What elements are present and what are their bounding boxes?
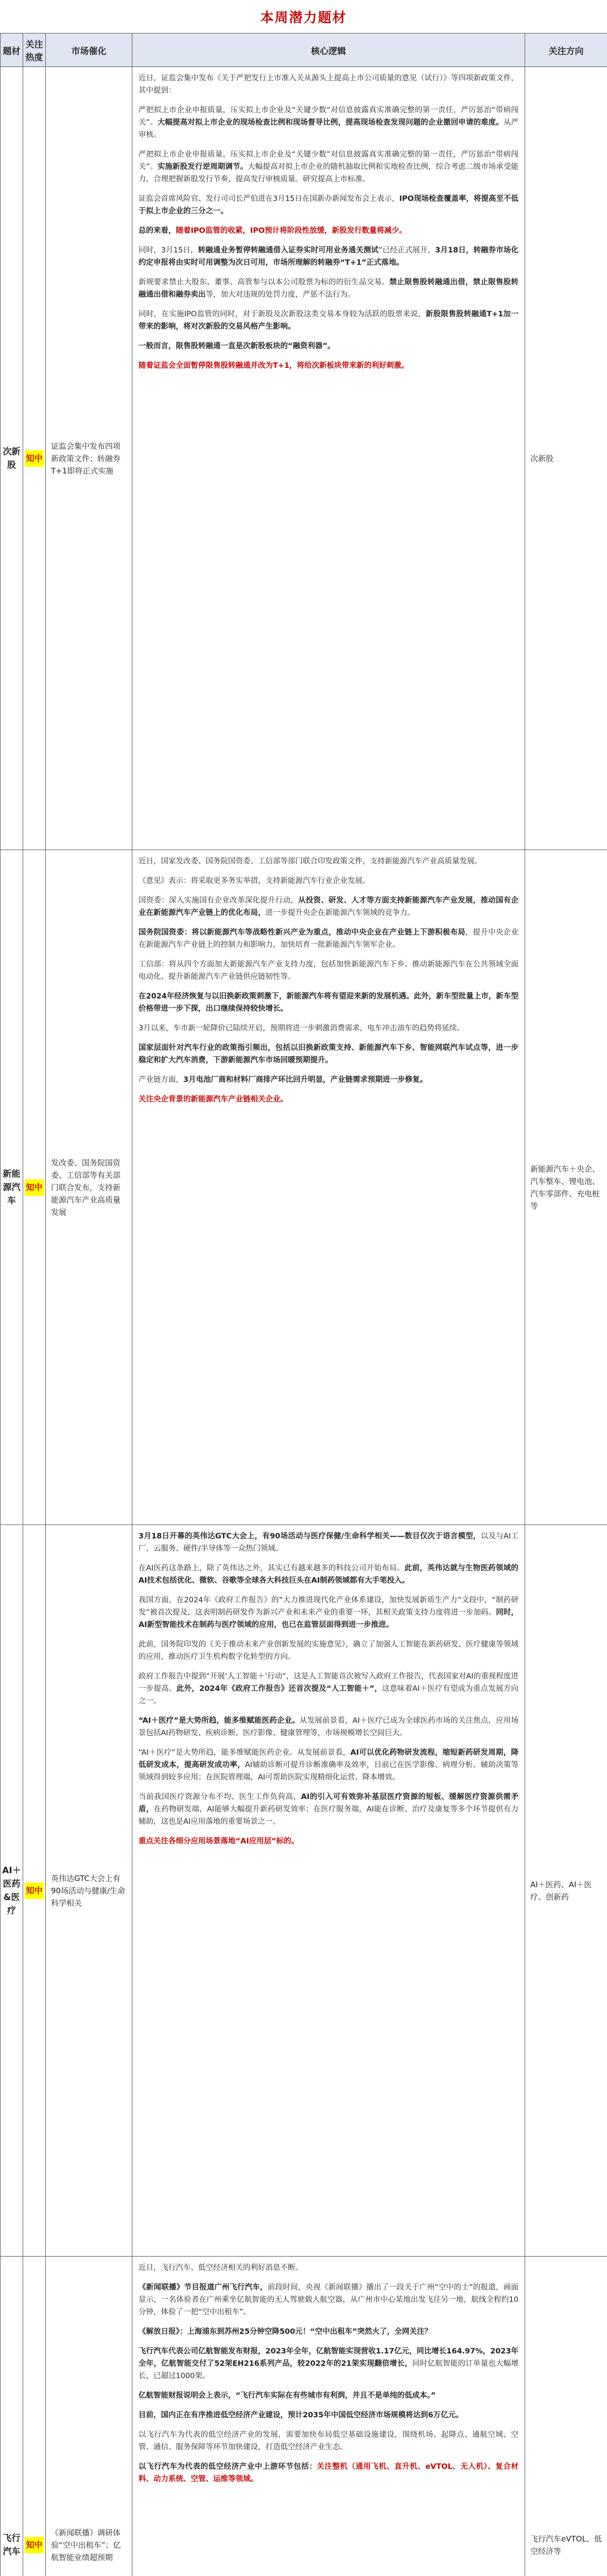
heat-badge: 知中 xyxy=(25,2537,43,2553)
logic-text: 从发展前景看，AI＋医疗已成为全球医药市场的关注焦点，应用场景包括AI药物研发、疾病诊断、医疗影像、健康管理等，市场规模增长空间巨大。 xyxy=(138,1717,518,1737)
row-category: 证监会集中发布四项新政策文件；转融券T+1即将正式实施 xyxy=(46,67,132,850)
row-focus: 次新股 xyxy=(525,67,607,850)
logic-text: 证监会首席风险官、发行司司长严伯进在3月15日在国新办新闻发布会上表示， xyxy=(138,195,400,203)
logic-text: 严把拟上市企业申报质量，压实拟上市企业及“关键少数”对信息披露真实准确完整的第一责任，严厉惩治“带病闯关”。 xyxy=(138,106,518,127)
logic-paragraph xyxy=(138,1835,518,1848)
table-header-row xyxy=(1,33,607,67)
row-theme: 新能源汽车 xyxy=(1,850,23,1525)
logic-paragraph xyxy=(138,244,518,269)
logic-paragraph xyxy=(138,1093,518,1106)
logic-paragraph xyxy=(138,2326,518,2338)
logic-paragraph xyxy=(138,2281,518,2318)
logic-text: 关注整机（通用飞机、直升机、eVTOL、无人机）、复合材料、动力系统、空管、运维等领域。 xyxy=(138,2463,519,2483)
logic-text: 转融通业务暂停转融通借入证券实时可用业务通关测试 xyxy=(198,246,379,255)
logic-text: 3月18日开幕的英伟达GTC大会上，有90场活动与医疗保健/生命科学相关——数目仅次于语言模型， xyxy=(138,1532,481,1540)
logic-text: 飞行汽车代表公司亿航智能发布财报，2023年全年，亿航智能实现营收1.17亿元，同比增长164.97%，2023年全年，亿航智能交付了52架EH216系列产品，较2022年的21架实现翻倍增长， xyxy=(138,2347,518,2368)
logic-text: 近日，证监会集中发布《关于严把发行上市准入关从源头上提高上市公司质量的意见（试行）》等四项新政策文件，其中提到： xyxy=(138,74,518,95)
logic-paragraph xyxy=(138,1670,518,1707)
logic-text: 同时，在实施IPO监管的同时，对于新股及次新股这类交易本身较为活跃的股票来说， xyxy=(138,310,426,318)
logic-text: 以飞行汽车为代表的低空经济产业的发展，需要加快布局低空基础设施建设，围绕机场、起降点、通航空域、空管、通信、服务保障等环节加快建设，打造低空经济产业生态。 xyxy=(138,2431,518,2451)
header-focus: 关注方向 xyxy=(525,33,607,67)
header-heat: 关注热度 xyxy=(23,33,46,67)
row-heat-cell xyxy=(23,67,46,850)
logic-paragraph xyxy=(138,1562,518,1587)
logic-paragraph xyxy=(138,276,518,301)
logic-paragraph xyxy=(138,1715,518,1739)
logic-paragraph xyxy=(138,926,518,951)
logic-text: 预计2035年中国低空经济市场规模将达到6万亿元。 xyxy=(288,2411,463,2419)
row-logic xyxy=(132,67,525,850)
logic-text: “飞行汽车实际在有些城市有利润，并且不是单纯的低成本。” xyxy=(235,2392,436,2400)
logic-text: 这意味着AI＋医疗有望成为重点发展方向之一。 xyxy=(138,1685,519,1705)
logic-paragraph xyxy=(138,2389,518,2402)
logic-text: 国务院国资委：将以新能源汽车等战略性新兴产业为重点， xyxy=(138,928,336,937)
row-logic xyxy=(132,1525,525,2257)
logic-text: 新车型批量上市，新车型价格带进一步下探，出口继续保持较快增长。 xyxy=(138,992,518,1013)
logic-paragraph xyxy=(138,875,518,887)
logic-text: 随着证监会全面暂停限售股转融通并改为T+1，将给次新板块带来新的利好刺激。 xyxy=(138,362,409,370)
logic-text: 智能网联汽车试点等，进一步稳定和扩大汽车消费，下游新能源汽车市场回暖预期提升。 xyxy=(138,1044,519,1064)
logic-paragraph xyxy=(138,1042,518,1066)
logic-text: 实施新股发行逆周期调节。 xyxy=(157,163,248,171)
logic-text: 总的来看， xyxy=(138,227,176,235)
logic-text: 此外，2024年《政府工作报告》还首次提及“人工智能＋”， xyxy=(176,1685,383,1693)
logic-paragraph xyxy=(138,855,518,868)
logic-text: “AI＋医疗”是大势所趋，能多维赋能医药企业。从发展前景看， xyxy=(138,1749,351,1757)
logic-paragraph xyxy=(138,1074,518,1086)
logic-text: 工信部：将从四个方面加大新能源汽车产业支持力度，包括加快新能源汽车下乡、推动新能源汽车在公共领域全面电动化、提升新能源汽车产业链供应链韧性等。 xyxy=(138,960,518,981)
row-focus: 新能源汽车＋央企、汽车整车、锂电池、汽车零部件、充电桩等 xyxy=(525,850,607,1525)
logic-paragraph xyxy=(138,1022,518,1035)
table-row xyxy=(1,850,607,1525)
logic-text: 前段时间，央视《新闻联播》播出了一段关于广州“空中的士”的报道，画面显示，一名体验者在广州乘坐亿航智能的无人驾驶载人航空器，从广州市中心某地出发飞往另一地，航线全程约10分钟，体验了一把“空中出租车”。 xyxy=(138,2283,519,2316)
logic-paragraph xyxy=(138,193,518,217)
header-category: 市场催化 xyxy=(46,33,132,67)
logic-text: 关注央企背景的新能源汽车产业链相关企业。 xyxy=(138,1095,288,1104)
logic-text: 3月18日，转融券市场化约定申报将由实时可用调整为次日可用，市场所理解的转融券“T+1”正式落地。 xyxy=(138,246,518,267)
logic-text: 当前我国医疗资源分布不均、医生工作负荷高， xyxy=(138,1793,301,1801)
table-row xyxy=(1,2257,607,2576)
logic-text: ”已经正式展开， xyxy=(378,246,436,255)
logic-text: IPO现场检查覆盖率，将提高至不低于拟上市企业的三分之一。 xyxy=(138,195,518,215)
row-heat-cell xyxy=(23,2257,46,2576)
logic-text: ，提升中央企业在新能源汽车产业链上的控制力和影响力，加快培育一批新能源汽车领军企业。 xyxy=(138,928,519,949)
row-heat-cell xyxy=(23,1525,46,2257)
logic-text: 以及与AI工厂、云服务、硬件/半导体等一众热门领域。 xyxy=(138,1532,518,1553)
row-category: 英伟达GTC大会上有90场活动与健康/生命科学相关 xyxy=(46,1525,132,2257)
logic-text: 从严审核。 xyxy=(138,118,519,139)
table-row xyxy=(1,67,607,850)
logic-text: “AI＋医疗”是大势所趋，能多维赋能医药企业。 xyxy=(138,1717,300,1725)
logic-text: 严把拟上市企业申报质量，压实拟上市企业及“关键少数”对信息披露真实准确完整的第一责任，严厉惩治“带病闯关”。 xyxy=(138,150,518,171)
logic-text: 同时，AI新型智能技术在制药与医疗领域的应用，也已在监管层面得到进一步推进。 xyxy=(138,1608,519,1629)
logic-paragraph xyxy=(138,1747,518,1784)
logic-paragraph xyxy=(138,894,518,919)
logic-paragraph xyxy=(138,2345,518,2382)
logic-text: AI的引入可有效弥补基层医疗资源的短板、缓解医疗资源供需矛盾， xyxy=(138,1793,518,1814)
logic-paragraph xyxy=(138,958,518,983)
table-body xyxy=(1,67,607,2576)
logic-text: 3月以来，车市新一轮降价已陆续开启，预期将进一步刺激消费需求，电车冲击油车的趋势将延续。 xyxy=(138,1024,464,1032)
logic-text: 等，加大对违规的处罚力度，严惩不法行为。 xyxy=(205,291,355,299)
logic-text: 政府工作报告中提到“开展‘人工智能＋’行动”，这是人工智能首次被写入政府工作报告，代表国家对AI的重视程度进一步提高。 xyxy=(138,1672,518,1693)
logic-text: 3月电池厂商和材料厂商排产环比回升明显，产业链需求预期进一步修复。 xyxy=(183,1076,428,1084)
row-theme: 飞行汽车 xyxy=(1,2257,23,2576)
logic-text: ，新能源汽车将有望迎来新的发展机遇。此外， xyxy=(279,992,437,1001)
logic-text: 大幅提高对拟上市企业的随机抽取比例和实地检查比例，综合考虑二级市场承受能力，合理把握新股发行节奏，提高发行审核质量。研究提高上市标准。 xyxy=(138,163,519,183)
logic-text: 近日，国家发改委、国务院国资委、工信部等部门联合印发政策文件，支持新能源汽车产业高质量发展。 xyxy=(138,857,482,866)
logic-text: 《意见》表示：将采取更多务实举措，支持新能源汽车行业企业发展。 xyxy=(138,877,370,885)
logic-text: 目前，国内正在有序推进低空经济产业建设， xyxy=(138,2411,288,2419)
topic-table xyxy=(0,33,607,2576)
logic-text: 亿航智能财报说明会上表示， xyxy=(138,2392,236,2400)
logic-text: 《解放日报》：上海浦东到苏州25分钟空降500元！“空中出租车”突然火了，全网关注？ xyxy=(138,2328,432,2336)
logic-text: 随着IPO监管的收紧，IPO预计将阶段性放缓，新股发行数量将减少。 xyxy=(176,227,407,235)
logic-paragraph xyxy=(138,340,518,352)
logic-paragraph xyxy=(138,2262,518,2274)
logic-paragraph xyxy=(138,2429,518,2453)
logic-paragraph xyxy=(138,104,518,141)
logic-text: 同时，3月15日， xyxy=(138,246,198,255)
logic-text: 大幅提高对拟上市企业的现场检查比例和现场督导比例，提高现场检查发现问题的企业撤回申请的难度。 xyxy=(157,118,504,127)
logic-paragraph xyxy=(138,1791,518,1828)
logic-paragraph xyxy=(138,990,518,1015)
row-logic xyxy=(132,2257,525,2576)
logic-paragraph xyxy=(138,1594,518,1631)
table-row xyxy=(1,1525,607,2257)
logic-paragraph xyxy=(138,2409,518,2421)
logic-text: 在2024年经济恢复与以旧换新政策刺激下 xyxy=(138,992,279,1001)
logic-text: 推动中央企业在产业链上下游积极布局 xyxy=(336,928,465,937)
logic-text: 以飞行汽车为代表的低空经济产业中上游环节包括： xyxy=(138,2463,317,2471)
logic-paragraph xyxy=(138,308,518,333)
logic-text: 禁止限售股转融通出借，禁止限售股转融通出借和融券卖出 xyxy=(138,278,519,299)
logic-text: 从投资、研发、人才等方面支持新能源汽车产业发展，推动国有企业在新能源汽车产业链上的优化布局， xyxy=(138,896,519,917)
logic-text: 新规要求禁止大股东、董事、高管参与以本公司股票为标的的衍生品交易。 xyxy=(138,278,390,286)
row-focus: 飞行汽车eVTOL、低空经济等 xyxy=(525,2257,607,2576)
logic-paragraph xyxy=(138,360,518,372)
logic-text: 同时亿航智能的订单量也大幅增长，已超过1000架。 xyxy=(138,2360,518,2380)
logic-text: 近日，飞行汽车、低空经济相关的利好消息不断。 xyxy=(138,2264,303,2272)
logic-text: 产业链方面， xyxy=(138,1076,183,1084)
logic-text: 此前，国务院印发的《关于推动未来产业创新发展的实施意见》，确立了加强人工智能在新药研发、医疗健康等领域的应用，推动医疗卫生机构数字化转型的方向。 xyxy=(138,1640,518,1661)
logic-text: 进一步提升央企在新能源汽车领域的竞争力。 xyxy=(265,909,415,917)
heat-badge: 知中 xyxy=(25,1179,43,1196)
logic-text: 《新闻联播》节目报道广州飞行汽车， xyxy=(138,2283,268,2292)
heat-badge: 知中 xyxy=(25,450,43,467)
logic-paragraph xyxy=(138,225,518,237)
logic-text: 在AI医药这条路上，除了英伟达之外，其实已有越来越多的科技公司开始布局。 xyxy=(138,1564,405,1572)
row-theme: AI＋医药&医疗 xyxy=(1,1525,23,2257)
row-theme: 次新股 xyxy=(1,67,23,850)
header-logic: 核心逻辑 xyxy=(132,33,525,67)
logic-paragraph xyxy=(138,72,518,97)
row-logic xyxy=(132,850,525,1525)
logic-paragraph xyxy=(138,1638,518,1663)
logic-text: 一般而言，限售股转融通一直是次新股板块的“融资利器”。 xyxy=(138,342,335,350)
logic-paragraph xyxy=(138,1530,518,1555)
logic-text: AI辅助诊断可提升诊断准确率及效率，目前已在医学影像、病理分析、辅助决策等领域得到较多应用；在医院管理端，AI可帮助医院实现精细化运营、降本增效。 xyxy=(138,1761,519,1782)
logic-paragraph xyxy=(138,148,518,185)
page-title: 本周潜力题材 xyxy=(260,10,347,26)
logic-text: AI可以优化药物研发流程，缩短新药研发周期，降低研发成本，提高研发成功率， xyxy=(138,1749,518,1769)
logic-text: 国资委：深入实施国有企业改革深化提升行动， xyxy=(138,896,299,905)
logic-text: 在药物研发端，AI能够大幅提升新药研发效率；在医疗服务端，AI能在诊断、治疗及康复等多个环节提供有力辅助，这也是AI应用落地的重要场景之一。 xyxy=(138,1805,519,1826)
row-heat-cell xyxy=(23,850,46,1525)
logic-text: 此前，英伟达就与生物医药领域的AI技术包括优化、微软、谷歌等全球各大科技巨头在AI制药领域都有大手笔投入。 xyxy=(138,1564,519,1585)
row-category: 《新闻联播》调研体验“空中出租车”；亿航智能业绩超预期 xyxy=(46,2257,132,2576)
row-category: 发改委、国务院国资委、工信部等有关部门联合发布，支持新能源汽车产业高质量发展 xyxy=(46,850,132,1525)
logic-text: 国家层面针对汽车行业的政策指引频出，包括以旧换新政策支持、新能源汽车下乡、 xyxy=(138,1044,420,1052)
logic-paragraph xyxy=(138,2461,518,2485)
heat-badge: 知中 xyxy=(25,1883,43,1899)
logic-text: 重点关注各细分应用场景落地“AI应用层”标的。 xyxy=(138,1837,299,1845)
row-focus: AI＋医药、AI＋医疗、创新药 xyxy=(525,1525,607,2257)
logic-text: 我国方面，在2024年《政府工作报告》的“大力推进现代化产业体系建设，加快发展新质生产力”文段中，“制药研发”被首次提及，这表明制药研发作为新兴产业和未来产业的重要一环，其相关政策支持力度将进一步加码。 xyxy=(138,1596,518,1617)
header-theme: 题材 xyxy=(1,33,23,67)
logic-text: 新股限售股转融通T+1加一带来的影响，将对次新股的交易风格产生影响。 xyxy=(138,310,518,331)
